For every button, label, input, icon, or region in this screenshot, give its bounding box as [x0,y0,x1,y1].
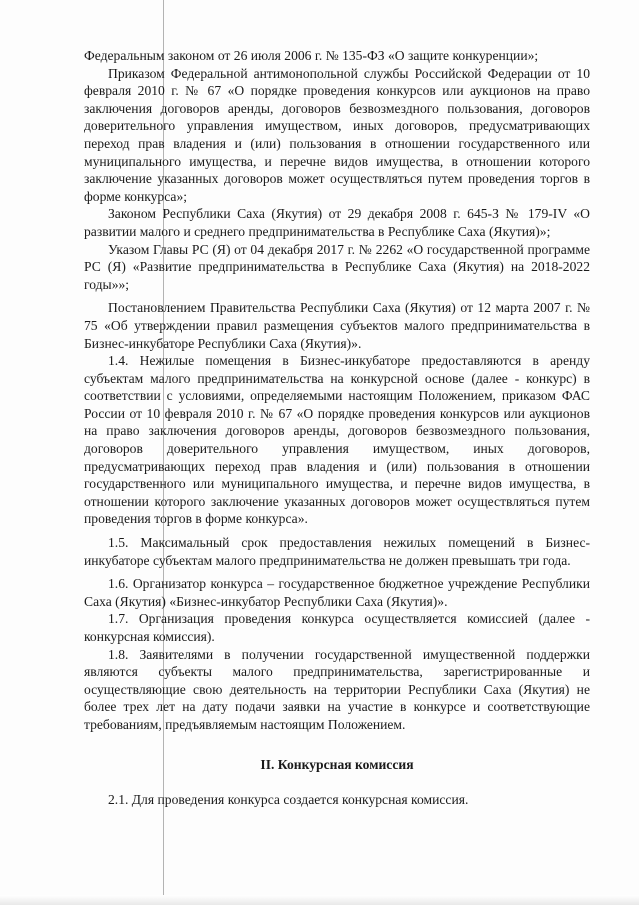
paragraph-1-8: 1.8. Заявителями в получении государственной имущественной поддержки являются субъекты малого предпринимательства, зарегистрированные и осуществляющие свою деятельность на территории Республики Саха (Якутия) не более трех лет на дату подачи заявки на участие в конкурсе и соответствующие требованиям, предъявляемым настоящим Положением. [84,646,590,732]
paragraph-federal-law: Федеральным законом от 26 июля 2006 г. № 135-ФЗ «О защите конкуренции»; [84,48,539,63]
paragraph-1-7: 1.7. Организация проведения конкурса осуществляется комиссией (далее - конкурсная комиссия). [84,611,590,644]
paragraph-government-resolution: Постановлением Правительства Республики Саха (Якутия) от 12 марта 2007 г. № 75 «Об утверждении правил размещения субъектов малого предпринимательства в Бизнес-инкубаторе Республики Саха (Якутия)». [84,300,590,351]
paragraph-1-5: 1.5. Максимальный срок предоставления нежилых помещений в Бизнес-инкубаторе субъектам малого предпринимательства не должен превышать три года. [84,535,590,568]
paragraph-1-4: 1.4. Нежилые помещения в Бизнес-инкубаторе предоставляются в аренду субъектам малого предпринимательства на конкурсной основе (далее - конкурс) в соответствии с условиями, определяемыми настоящим Положением, приказом ФАС России от 10 февраля 2010 г. № 67 «О порядке проведения конкурсов или аукционов на право заключения договоров аренды, договоров безвозмездного пользования, договоров доверительного управления имуществом, иных договоров, предусматривающих переход прав владения и (или) пользования в отношении государственного или муниципального имущества, и перечне видов имущества, в отношении которого заключение указанных договоров может осуществляться путем проведения торгов в форме конкурса». [84,353,590,527]
paragraph-2-1: 2.1. Для проведения конкурса создается конкурсная комиссия. [108,792,469,808]
document-body [84,47,590,809]
paragraph-1-6: 1.6. Организатор конкурса – государственное бюджетное учреждение Республики Саха (Якутия) «Бизнес-инкубатор Республики Саха (Якутия)». [84,576,590,609]
paragraph-republic-law: Законом Республики Саха (Якутия) от 29 декабря 2008 г. 645-З № 179-IV «О развитии малого и среднего предпринимательства в Республике Саха (Якутия)»; [84,206,590,239]
paragraph-head-decree: Указом Главы РС (Я) от 04 декабря 2017 г. № 2262 «О государственной программе РС (Я) «Развитие предпринимательства в Республике Саха (Якутия) на 2018-2022 годы»»; [84,241,590,292]
section-heading: II. Конкурсная комиссия [260,756,414,772]
paragraph-fas-order: Приказом Федеральной антимонопольной службы Российской Федерации от 10 февраля 2010 г. № 67 «О порядке проведения конкурсов или аукционов на право заключения договоров аренды, договоров безвозмездного пользования, договоров доверительного управления имуществом, иных договоров, предусматривающих переход прав владения и (или) пользования в отношении государственного или муниципального имущества, и перечне видов имущества, в отношении которого заключение указанных договоров может осуществляться путем проведения торгов в форме конкурса»; [84,65,590,204]
scan-bottom-edge [0,895,639,905]
